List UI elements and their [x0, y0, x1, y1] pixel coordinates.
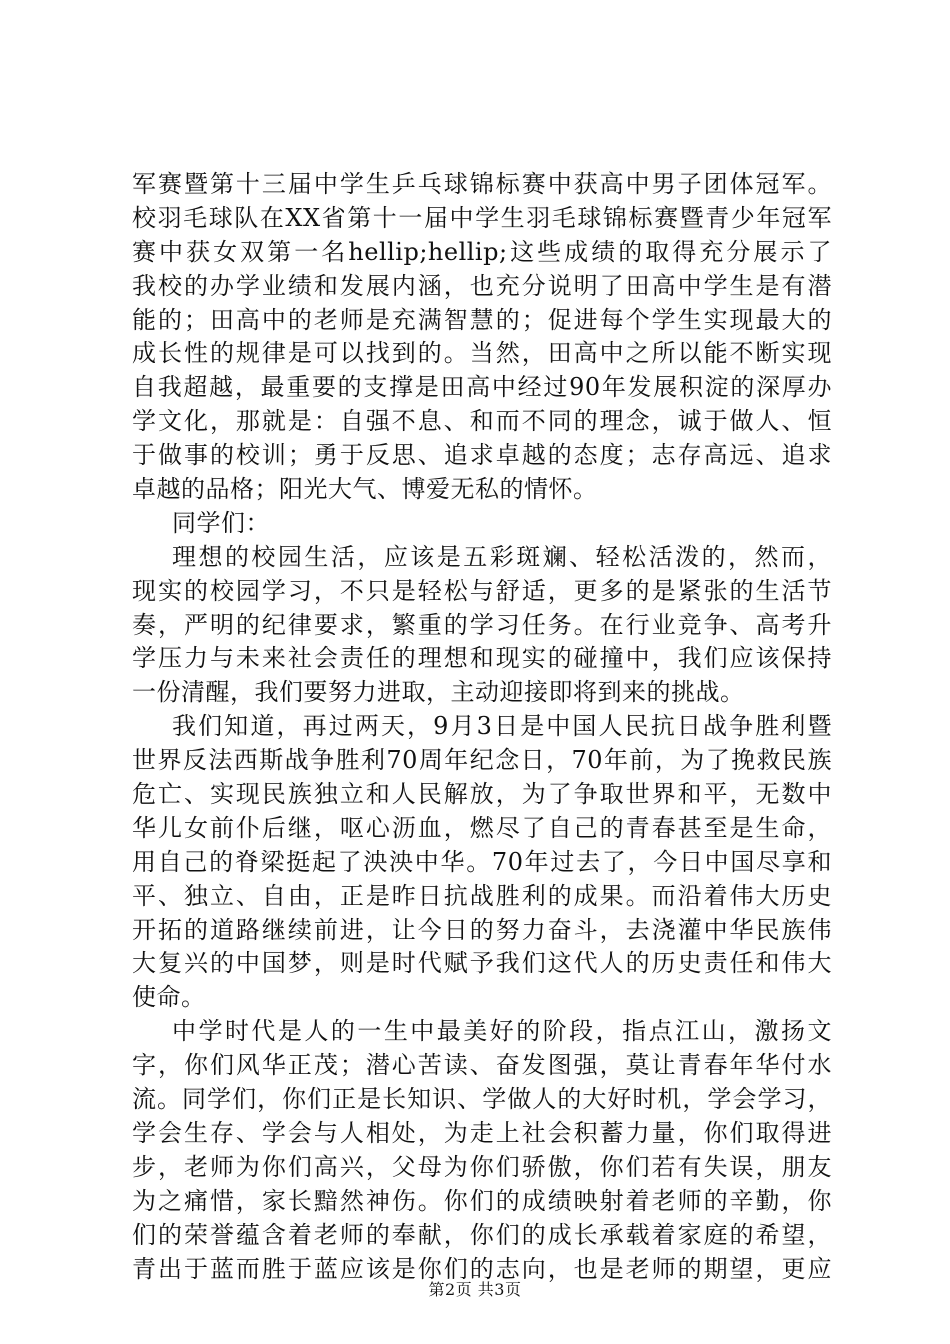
text-line: 学文化，那就是：自强不息、和而不同的理念，诚于做人、恒 — [132, 407, 832, 436]
text-line: 华儿女前仆后继，呕心沥血，燃尽了自己的青春甚至是生命， — [132, 813, 832, 842]
text-line: 能的；田高中的老师是充满智慧的；促进每个学生实现最大的 — [132, 305, 832, 334]
text-line: 卓越的品格；阳光大气、博爱无私的情怀。 — [132, 475, 598, 504]
text-line: 使命。 — [132, 983, 206, 1012]
text-line: 成长性的规律是可以找到的。当然，田高中之所以能不断实现 — [132, 339, 832, 368]
text-line: 理想的校园生活，应该是五彩斑斓、轻松活泼的，然而， — [172, 542, 832, 571]
text-line: 用自己的脊梁挺起了泱泱中华。70年过去了，今日中国尽享和 — [132, 847, 832, 876]
text-line: 危亡、实现民族独立和人民解放，为了争取世界和平，无数中 — [132, 780, 832, 809]
text-line: 学压力与未来社会责任的理想和现实的碰撞中，我们应该保持 — [132, 644, 832, 673]
text-line: 我们知道，再过两天，9月3日是中国人民抗日战争胜利暨 — [172, 712, 832, 741]
text-line: 赛中获女双第一名hellip;hellip;这些成绩的取得充分展示了 — [132, 237, 832, 266]
text-line: 奏，严明的纪律要求，繁重的学习任务。在行业竞争、高考升 — [132, 610, 832, 639]
page-number-footer: 第2页 共3页 — [428, 1280, 522, 1299]
text-line: 中学时代是人的一生中最美好的阶段，指点江山，激扬文 — [172, 1017, 832, 1046]
text-line: 们的荣誉蕴含着老师的奉献，你们的成长承载着家庭的希望， — [132, 1220, 832, 1249]
text-line: 步，老师为你们高兴，父母为你们骄傲，你们若有失误，朋友 — [132, 1152, 832, 1181]
body-text — [132, 168, 832, 1286]
text-line: 军赛暨第十三届中学生乒乓球锦标赛中获高中男子团体冠军。 — [132, 170, 832, 198]
text-line: 流。同学们，你们正是长知识、学做人的大好时机，学会学习， — [132, 1085, 832, 1114]
text-line: 青出于蓝而胜于蓝应该是你们的志向，也是老师的期望，更应 — [132, 1254, 832, 1283]
text-line: 现实的校园学习，不只是轻松与舒适，更多的是紧张的生活节 — [132, 576, 832, 605]
text-line: 世界反法西斯战争胜利70周年纪念日，70年前，为了挽救民族 — [132, 746, 832, 775]
text-line: 为之痛惜，家长黯然神伤。你们的成绩映射着老师的辛勤，你 — [132, 1186, 832, 1215]
text-line: 大复兴的中国梦，则是时代赋予我们这代人的历史责任和伟大 — [132, 949, 832, 978]
text-line: 字，你们风华正茂；潜心苦读、奋发图强，莫让青春年华付水 — [132, 1051, 832, 1080]
salutation: 同学们： — [172, 508, 270, 537]
text-line: 平、独立、自由，正是昨日抗战胜利的成果。而沿着伟大历史 — [132, 881, 832, 910]
text-line: 校羽毛球队在XX省第十一届中学生羽毛球锦标赛暨青少年冠军 — [132, 203, 832, 232]
text-line: 于做事的校训；勇于反思、追求卓越的态度；志存高远、追求 — [132, 441, 832, 470]
text-line: 开拓的道路继续前进，让今日的努力奋斗，去浇灌中华民族伟 — [132, 915, 832, 944]
text-line: 一份清醒，我们要努力进取，主动迎接即将到来的挑战。 — [132, 678, 745, 707]
text-line: 自我超越，最重要的支撑是田高中经过90年发展积淀的深厚办 — [132, 373, 832, 402]
text-line: 学会生存、学会与人相处，为走上社会积蓄力量，你们取得进 — [132, 1118, 832, 1147]
text-line: 我校的办学业绩和发展内涵，也充分说明了田高中学生是有潜 — [132, 271, 832, 300]
